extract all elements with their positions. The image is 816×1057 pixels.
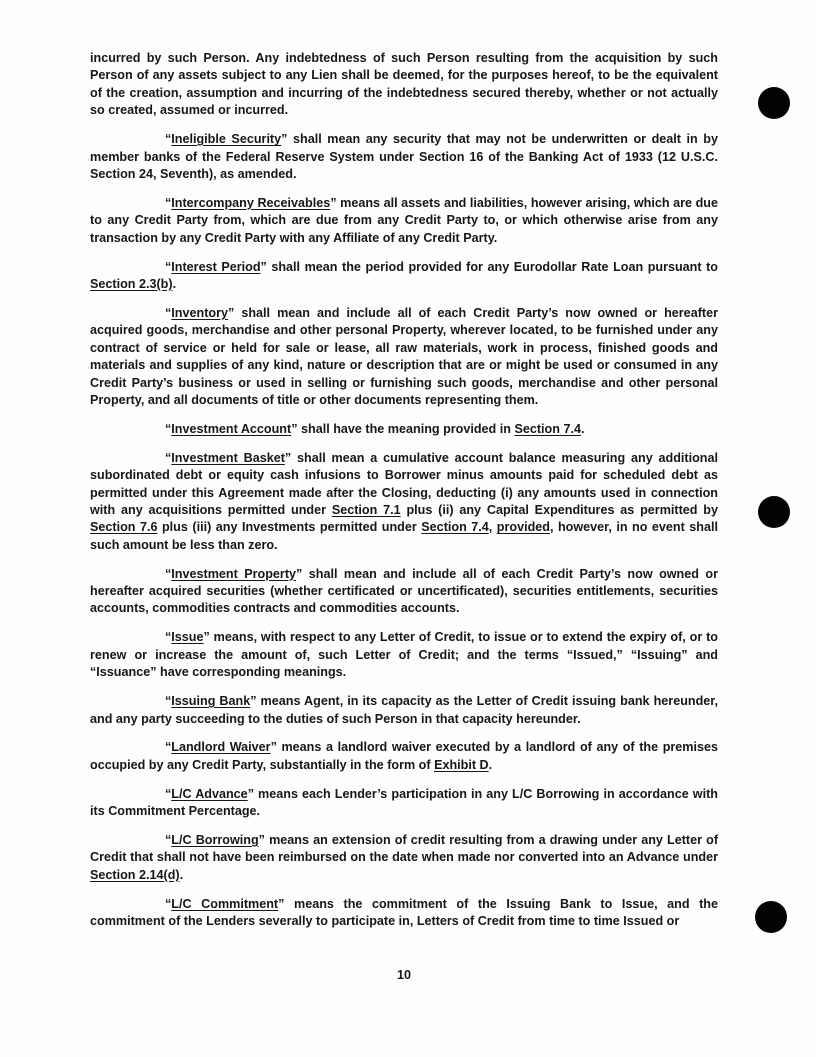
defined-term: Landlord Waiver: [171, 740, 271, 755]
paragraph-text: ” shall have the meaning provided in: [291, 421, 515, 436]
paragraph: [90, 259, 718, 294]
defined-term: Section 2.14(d): [90, 867, 180, 882]
defined-term: L/C Borrowing: [171, 833, 259, 848]
defined-term: Issuing Bank: [171, 694, 251, 709]
paragraph: [90, 786, 718, 821]
defined-term: L/C Advance: [171, 786, 248, 801]
paragraph-text: “: [165, 566, 172, 581]
page-number: 10: [396, 968, 411, 982]
paragraph-text: “: [165, 259, 172, 274]
paragraph: [90, 739, 718, 774]
defined-term: Investment Basket: [171, 450, 285, 465]
paragraph-text: .: [488, 757, 493, 772]
paragraph-text: “: [165, 740, 172, 755]
paragraph-text: ” means each Lender’s participation in any L/C Borrowing in accordance with its Commitment Percentage.: [90, 786, 718, 819]
paragraph-text: ” means Agent, in its capacity as the Letter of Credit issuing bank hereunder, and any party succeeding to the duties of such Person in that capacity hereunder.: [90, 694, 718, 726]
defined-term: Ineligible Security: [171, 132, 282, 147]
paragraph: [90, 450, 718, 554]
paragraph-text: , however, in no event shall such amount be less than zero.: [90, 520, 719, 552]
paragraph-text: ” shall mean and include all of each Credit Party’s now owned or hereafter acquired goods, merchandise and other personal Property, wherever located, to be furnished under any contract of service or held for sale or lease, all raw materials, work in process, finished goods and materials and supplies of any kind, nature or description that are or might be used or consumed in any Credit Party’s business or used in selling or furnishing such goods, merchandise and other personal Property, and all documents of title or other documents representing them.: [90, 305, 718, 407]
paragraph-text: “: [165, 195, 172, 210]
paragraph: [90, 421, 718, 438]
paragraph-text: ” shall mean any security that may not be underwritten or dealt in by member banks of the Federal Reserve System under Section 16 of the Banking Act of 1933 (12 U.S.C. Section 24, Seventh), as amended.: [90, 132, 718, 181]
paragraph: [90, 693, 718, 728]
paragraph-text: plus (iii) any Investments permitted under: [157, 520, 422, 535]
paragraph-text: ” shall mean and include all of each Credit Party’s now owned or hereafter acquired securities (whether certificated or uncertificated), securities entitlements, securities accounts, commodities contracts and commodities accounts.: [90, 566, 718, 616]
paragraph-text: .: [172, 276, 177, 291]
paragraph-text: “: [165, 786, 172, 801]
defined-term: L/C Commitment: [171, 896, 279, 911]
paragraph-text: plus (ii) any Capital Expenditures as permitted by: [400, 502, 718, 517]
paragraph-text: “: [165, 421, 172, 436]
paragraph-text: ” means a landlord waiver executed by a landlord of any of the premises occupied by any Credit Party, substantially in the form of: [90, 740, 719, 772]
paragraph-text: “: [165, 694, 172, 709]
defined-term: Intercompany Receivables: [171, 195, 331, 210]
paragraph: [90, 629, 718, 681]
paragraph: [90, 131, 718, 183]
defined-term: Section 7.6: [90, 520, 158, 535]
paragraph-text: ,: [488, 520, 497, 535]
paragraph-text: ” shall mean the period provided for any Eurodollar Rate Loan pursuant to: [260, 259, 718, 274]
defined-term: Investment Property: [171, 566, 297, 581]
document-body: [90, 50, 718, 942]
paragraph-text: “: [165, 833, 172, 848]
defined-term: Interest Period: [171, 259, 261, 274]
defined-term: Section 7.4: [421, 520, 489, 535]
punch-hole-dot: [755, 901, 787, 933]
defined-term: Section 7.4: [514, 421, 581, 436]
paragraph: [90, 195, 718, 247]
defined-term: Section 7.1: [331, 502, 401, 517]
paragraph-text: ” means the commitment of the Issuing Bank to Issue, and the commitment of the Lenders severally to participate in, Letters of Credit from time to time Issued or: [90, 896, 719, 929]
paragraph-text: “: [165, 305, 172, 320]
defined-term: Exhibit D: [434, 757, 489, 772]
paragraph-text: .: [580, 421, 585, 436]
defined-term: Inventory: [171, 305, 228, 320]
paragraph-text: ” means an extension of credit resulting from a drawing under any Letter of Credit that shall not have been reimbursed on the date when made nor converted into an Advance under: [90, 833, 719, 865]
defined-term: provided: [496, 520, 550, 535]
paragraph-text: ” means, with respect to any Letter of Credit, to issue or to extend the expiry of, or to renew or increase the amount of, such Letter of Credit; and the terms “Issued,” “Issuing” and “Issuance” have corresponding meanings.: [90, 630, 718, 680]
paragraph-text: “: [165, 630, 172, 645]
paragraph-text: “: [165, 896, 172, 911]
paragraph-text: ” shall mean a cumulative account balance measuring any additional subordinated debt or equity cash infusions to Borrower minus amounts paid for scheduled debt as permitted under this Agreement made after the Closing, deducting (i) any amounts used in connection with any acquisitions permitted under: [90, 450, 718, 517]
paragraph-text: “: [165, 132, 172, 147]
paragraph-text: .: [179, 867, 184, 882]
paragraph-text: incurred by such Person. Any indebtedness of such Person resulting from the acquisition by such Person of any assets subject to any Lien shall be deemed, for the purposes hereof, to be the equivalent of the creation, assumption and incurring of the indebtedness secured thereby, whether or not actually so created, assumed or incurred.: [90, 51, 718, 118]
paragraph: [90, 566, 718, 618]
defined-term: Section 2.3(b): [90, 276, 173, 291]
paragraph-text: “: [165, 450, 172, 465]
paragraph: [90, 896, 718, 931]
paragraph: [90, 305, 718, 409]
punch-hole-dot: [758, 496, 790, 528]
paragraph: [90, 832, 718, 884]
paragraph-text: ” means all assets and liabilities, however arising, which are due to any Credit Party from, which are due from any Credit Party to, or which otherwise arise from any transaction by any Credit Party with any Affiliate of any Credit Party.: [90, 195, 718, 245]
defined-term: Issue: [171, 630, 204, 645]
defined-term: Investment Account: [171, 421, 292, 436]
punch-hole-dot: [758, 87, 790, 119]
paragraph: [90, 50, 718, 120]
